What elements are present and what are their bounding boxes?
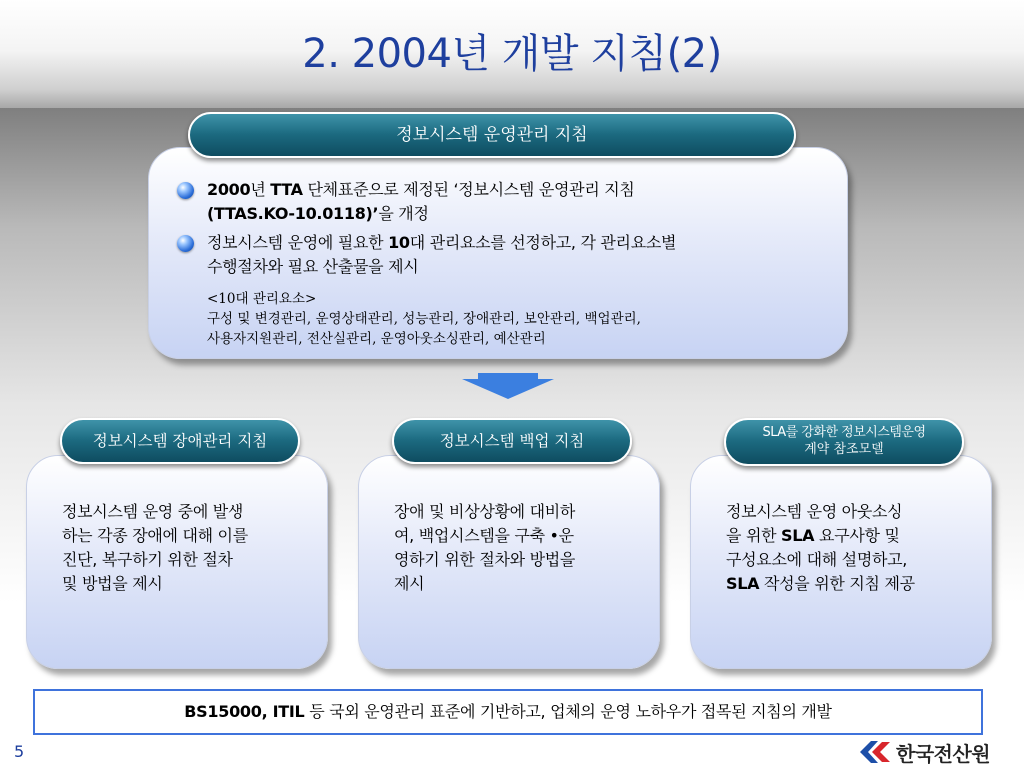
- sla-line: 구성요소에 대해 설명하고,: [726, 550, 908, 569]
- column-header-sla-line1: SLA를 강화한 정보시스템운영: [762, 425, 926, 440]
- bullet-icon: [177, 182, 194, 199]
- column-header-failure-label: 정보시스템 장애관리 지침: [92, 432, 268, 450]
- backup-line: 장애 및 비상상황에 대비하: [394, 502, 576, 521]
- bullet2-text-c: 수행절차와 필요 산출물을 제시: [207, 257, 419, 276]
- sla-line4-bold: SLA: [726, 574, 760, 593]
- sla-line2-text-b: 요구사항 및: [814, 526, 900, 545]
- column-header-backup: [392, 418, 632, 464]
- column-text-sla: [726, 500, 981, 596]
- sla-line: [726, 572, 981, 596]
- bullet-item-2: [177, 231, 833, 279]
- bullet1-year: 2000: [207, 180, 251, 199]
- sla-line: [726, 524, 981, 548]
- bullet1-org: TTA: [270, 180, 303, 199]
- management-elements-heading: <10대 관리요소>: [207, 291, 317, 307]
- failure-line: 정보시스템 운영 중에 발생: [62, 502, 244, 521]
- bullet-icon: [177, 235, 194, 252]
- column-header-sla: [724, 418, 964, 466]
- bottom-banner: [33, 689, 983, 735]
- bullet1-text-a: 년: [250, 180, 271, 199]
- slide-title: 2. 2004년 개발 지침(2): [302, 31, 722, 77]
- page-number: 5: [14, 742, 25, 761]
- bullet2-text-a: 정보시스템 운영에 필요한: [207, 233, 389, 252]
- down-arrow-icon: [462, 373, 554, 399]
- column-header-sla-line2: 계약 참조모델: [804, 442, 884, 457]
- bullet2-text-b: 대 관리요소를 선정하고, 각 관리요소별: [409, 233, 677, 252]
- sla-line: 정보시스템 운영 아웃소싱: [726, 502, 903, 521]
- backup-line: 여, 백업시스템을 구축 •운: [394, 526, 574, 545]
- bullet1-text-c: 을 개정: [378, 204, 429, 223]
- logo-emblem-icon: [858, 739, 892, 765]
- top-content-box: [148, 147, 848, 359]
- failure-line: 하는 각종 장애에 대해 이를: [62, 526, 248, 545]
- sla-line2-bold: SLA: [781, 526, 815, 545]
- sla-line2-text: 을 위한: [726, 526, 782, 545]
- bullet-item-1: [177, 178, 833, 226]
- top-section-header: [188, 112, 796, 158]
- management-elements-list: [207, 289, 641, 349]
- bullet2-count: 10: [388, 233, 410, 252]
- column-header-failure: [60, 418, 300, 464]
- failure-line: 및 방법을 제시: [62, 574, 163, 593]
- organization-logo: [858, 736, 1024, 766]
- bullet1-text-b: 단체표준으로 제정된 ‘정보시스템 운영관리 지침: [302, 180, 635, 199]
- sla-line4-text: 작성을 위한 지침 제공: [759, 574, 915, 593]
- column-text-failure: [62, 500, 312, 596]
- management-elements-line2: 사용자지원관리, 전산실관리, 운영아웃소싱관리, 예산관리: [207, 331, 546, 347]
- logo-text: 한국전산원: [896, 742, 991, 766]
- bottom-banner-bold: BS15000, ITIL: [184, 702, 305, 721]
- bottom-banner-text: [35, 691, 981, 733]
- failure-line: 진단, 복구하기 위한 절차: [62, 550, 233, 569]
- bottom-banner-body: 등 국외 운영관리 표준에 기반하고, 업체의 운영 노하우가 접목된 지침의 개발: [304, 702, 832, 721]
- backup-line: 제시: [394, 574, 425, 593]
- backup-line: 영하기 위한 절차와 방법을: [394, 550, 576, 569]
- top-section-header-label: 정보시스템 운영관리 지침: [396, 125, 588, 145]
- management-elements-line1: 구성 및 변경관리, 운영상태관리, 성능관리, 장애관리, 보안관리, 백업관리,: [207, 311, 641, 327]
- bullet1-standard-code: (TTAS.KO-10.0118)’: [207, 204, 379, 223]
- column-header-backup-label: 정보시스템 백업 지침: [439, 432, 585, 450]
- column-text-backup: [394, 500, 644, 596]
